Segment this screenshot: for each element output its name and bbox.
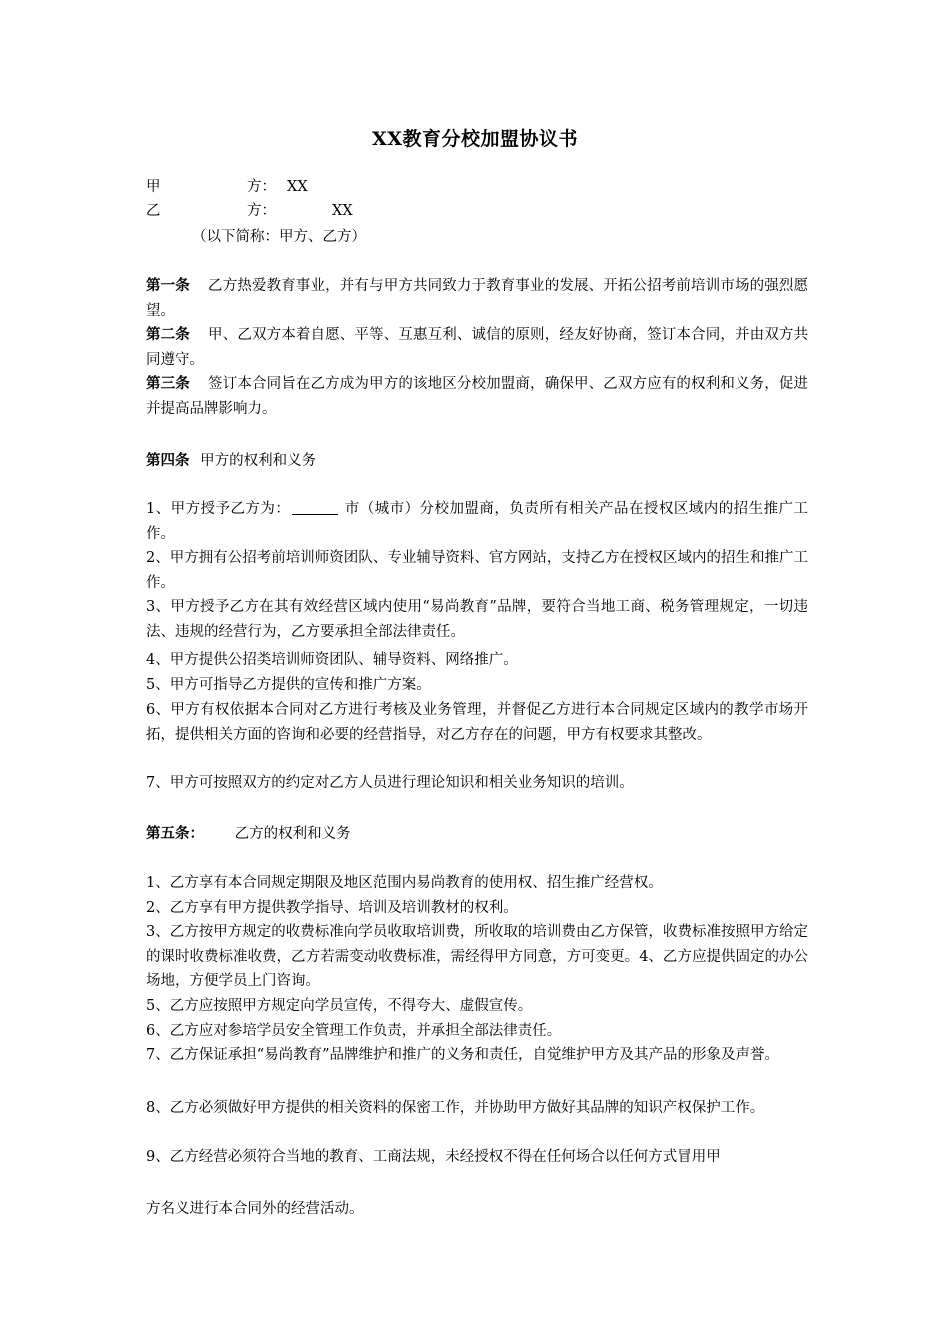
article-5-item-9: 9、乙方经营必须符合当地的教育、工商法规，未经授权不得在任何场合以任何方式冒用甲 (146, 1149, 721, 1165)
article-4-item-2: 2、甲方拥有公招考前培训师资团队、专业辅导资料、官方网站，支持乙方在授权区域内的招生和推广工作。 (146, 550, 808, 591)
article-4-label: 第四条 (146, 452, 190, 469)
article-4-item-1-pre: 1、甲方授予乙方为： (146, 501, 291, 517)
party-yi-label: 乙 (146, 203, 161, 219)
article-5-heading (146, 824, 351, 844)
article-4-item-3: 3、甲方授予乙方在其有效经营区域内使用“易尚教育”品牌，要符合当地工商、税务管理规定，一切违法、违规的经营行为，乙方要承担全部法律责任。 (146, 599, 808, 640)
party-jia-value: XX (287, 179, 308, 195)
article-1 (146, 274, 808, 323)
article-5-item-3: 3、乙方按甲方规定的收费标准向学员收取培训费，所收取的培训费由乙方保管，收费标准按照甲方给定的课时收费标准收费，乙方若需变动收费标准，需经得甲方同意，方可变更。4、乙方应提供固定的办公场地，方便学员上门咨询。 (146, 924, 808, 989)
article-5-item-8: 8、乙方必须做好甲方提供的相关资料的保密工作，并协助甲方做好其品牌的知识产权保护工作。 (146, 1100, 765, 1116)
article-5-item-5: 5、乙方应按照甲方规定向学员宣传，不得夸大、虚假宣传。 (146, 998, 533, 1014)
article-2 (146, 323, 808, 372)
party-yi-fang: 方： (247, 203, 276, 219)
article-4-item-7: 7、甲方可按照双方的约定对乙方人员进行理论知识和相关业务知识的培训。 (146, 775, 634, 791)
article-2-text: 甲、乙双方本着自愿、平等、互惠互利、诚信的原则，经友好协商，签订本合同，并由双方共同遵守。 (146, 327, 809, 368)
article-1-text: 乙方热爱教育事业，并有与甲方共同致力于教育事业的发展、开拓公招考前培训市场的强烈愿望。 (146, 278, 809, 319)
party-jia-label: 甲 (146, 179, 161, 195)
article-4-item-6: 6、甲方有权依据本合同对乙方进行考核及业务管理，并督促乙方进行本合同规定区域内的教学市场开拓，提供相关方面的咨询和必要的经营指导，对乙方存在的问题，甲方有权要求其整改。 (146, 702, 808, 743)
article-4-title: 甲方的权利和义务 (200, 453, 317, 469)
article-4-item-4: 4、甲方提供公招类培训师资团队、辅导资料、网络推广。 (146, 652, 518, 668)
article-5-title: 乙方的权利和义务 (234, 826, 351, 842)
article-4-item-1 (146, 497, 808, 546)
article-3-label: 第三条 (146, 375, 190, 392)
article-1-label: 第一条 (146, 277, 190, 294)
article-4-item-1-post: 市（城市）分校加盟商，负责所有相关产品在授权区域内的招生推广工作。 (146, 501, 808, 542)
article-5-item-7: 7、乙方保证承担“易尚教育”品牌维护和推广的义务和责任，自觉维护甲方及其产品的形象及声誉。 (146, 1047, 780, 1063)
article-5-label: 第五条： (146, 825, 204, 842)
article-4-heading (146, 451, 316, 471)
article-3-text: 签订本合同旨在乙方成为甲方的该地区分校加盟商，确保甲、乙双方应有的权利和义务，促进并提高品牌影响力。 (146, 376, 809, 417)
article-5-item-1: 1、乙方享有本合同规定期限及地区范围内易尚教育的使用权、招生推广经营权。 (146, 875, 663, 891)
blank-city-field (292, 500, 338, 515)
party-yi-value: XX (332, 203, 353, 219)
document-title: XX教育分校加盟协议书 (372, 128, 578, 150)
article-5-item-2: 2、乙方享有甲方提供教学指导、培训及培训教材的权利。 (146, 900, 518, 916)
article-5-item-6: 6、乙方应对参培学员安全管理工作负责，并承担全部法律责任。 (146, 1023, 562, 1039)
article-5-item-9-continued: 方名义进行本合同外的经营活动。 (146, 1201, 364, 1217)
article-3 (146, 372, 808, 421)
article-4-item-5: 5、甲方可指导乙方提供的宣传和推广方案。 (146, 677, 431, 693)
party-jia-fang: 方： (247, 179, 276, 195)
article-2-label: 第二条 (146, 326, 190, 343)
party-abbreviation: （以下简称：甲方、乙方） (192, 229, 366, 245)
